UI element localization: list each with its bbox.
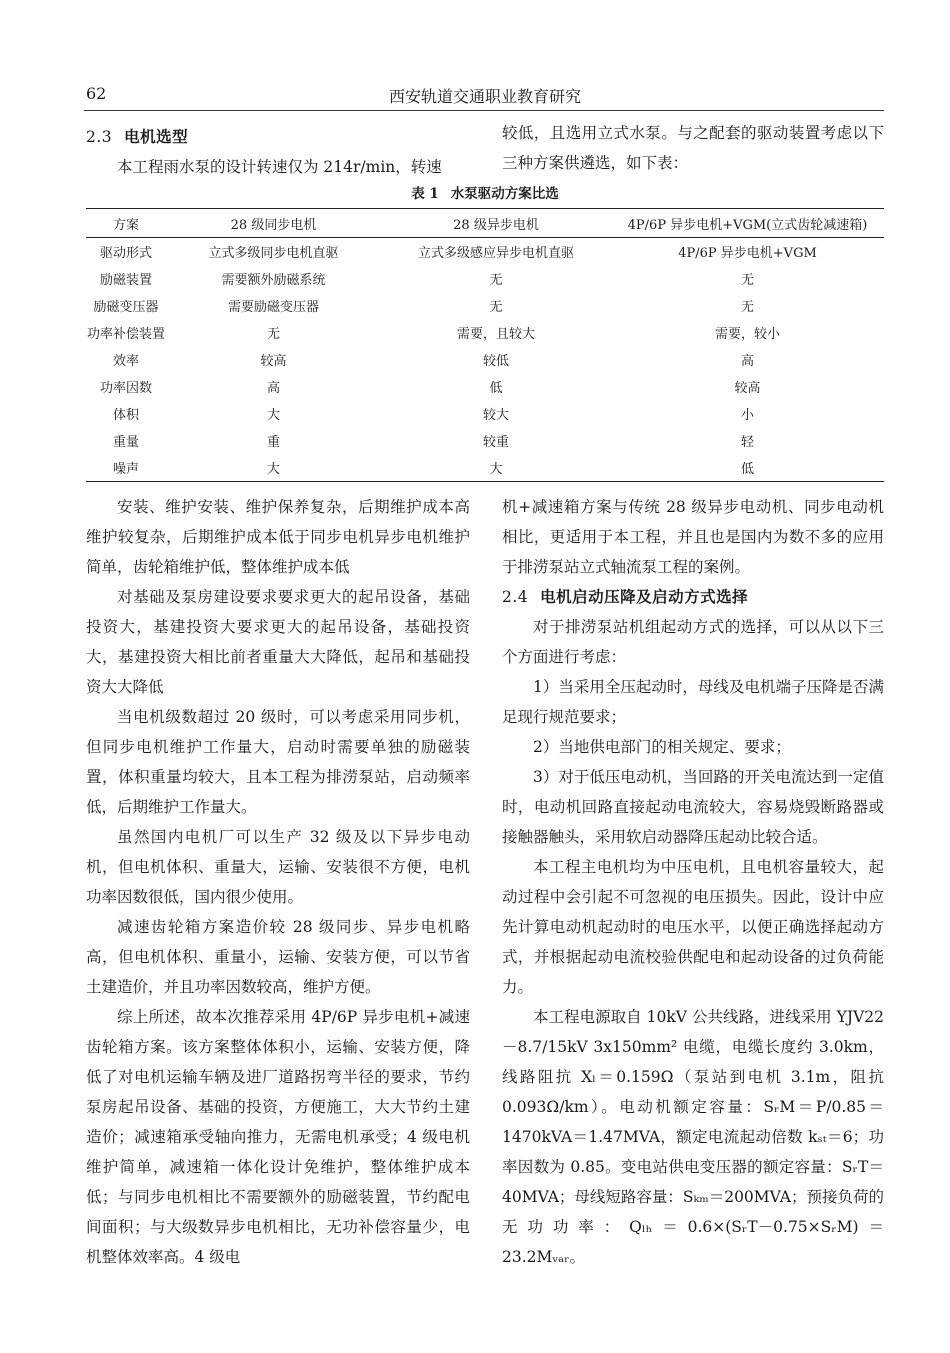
table-cell: 低 <box>611 454 884 482</box>
table-cell: 无 <box>740 300 754 315</box>
running-header <box>86 84 884 110</box>
right-body-column <box>502 492 884 1272</box>
table-row <box>86 454 884 482</box>
top-left-column <box>86 122 470 182</box>
table-header-cell: 4P/6P 异步电机+VGM(立式齿轮减速箱) <box>611 209 884 238</box>
section-number: 2.4 <box>502 588 529 606</box>
list-item: 2）当地供电部门的相关规定、要求； <box>533 738 791 756</box>
table-row <box>86 319 884 346</box>
table-row <box>86 265 884 292</box>
table-cell: 励磁变压器 <box>93 300 159 315</box>
table-header-cell: 28 级异步电机 <box>381 209 611 238</box>
table-cell: 大 <box>381 454 611 482</box>
table-cell: 较大 <box>482 408 509 423</box>
table-cell: 无 <box>266 327 280 342</box>
table-cell: 较低 <box>482 354 509 369</box>
table-cell: 无 <box>489 300 503 315</box>
section-heading-2-4 <box>502 582 884 612</box>
table-cell: 重 <box>266 435 280 450</box>
table-row <box>86 238 884 266</box>
table-cell: 轻 <box>740 435 754 450</box>
table-cell: 体积 <box>112 408 139 423</box>
comparison-table <box>86 208 884 482</box>
paragraph: 本工程主电机均为中压电机，且电机容量较大，起动过程中会引起不可忽视的电压损失。因此，设计中应先计算电动机起动时的电压水平，以便正确选择起动方式，并根据起动电流校验供配电和起动设备的过负荷能力。 <box>502 858 884 996</box>
table-cell: 驱动形式 <box>99 246 152 261</box>
table-cell: 小 <box>740 408 754 423</box>
section-intro-line: 本工程雨水泵的设计转速仅为 214r/min，转速 <box>117 158 442 176</box>
paragraph: 对基础及泵房建设要求要求更大的起吊设备，基础投资大，基建投资大要求更大的起吊设备，基础投资大，基建投资大相比前者重量大大降低，起吊和基础投资大大降低 <box>86 588 470 696</box>
table-cell: 立式多级同步电机直驱 <box>208 246 339 261</box>
list-item: 3）对于低压电动机，当回路的开关电流达到一定值时，电动机回路直接起动电流较大，容易烧毁断路器或接触器触头，采用软启动器降压起动比较合适。 <box>502 768 884 846</box>
table-cell: 需要，较小 <box>714 327 780 342</box>
table-row <box>86 373 884 400</box>
paragraph: 当电机级数超过 20 级时，可以考虑采用同步机，但同步电机维护工作量大，启动时需要单独的励磁装置，体积重量均较大，且本工程为排涝泵站，启动频率低，后期维护工作量大。 <box>86 708 470 816</box>
table-cell: 高 <box>266 381 280 396</box>
paragraph: 安装、维护安装、维护保养复杂，后期维护成本高维护较复杂，后期维护成本低于同步电机异步电机维护简单，齿轮箱维护低，整体维护成本低 <box>86 498 470 576</box>
section-title: 电机启动压降及启动方式选择 <box>540 587 749 606</box>
page-number: 62 <box>86 84 107 103</box>
table-cell: 无 <box>489 273 503 288</box>
table-intro-paragraph: 较低，且选用立式水泵。与之配套的驱动装置考虑以下三种方案供遴选，如下表： <box>502 124 884 172</box>
paragraph: 本工程电源取自 10kV 公共线路，进线采用 YJV22－8.7/15kV 3x150mm² 电缆，电缆长度约 3.0km，线路阻抗 Xₗ＝0.159Ω（泵站到电机 3.1m，阻抗 0.093Ω/km）。电动机额定容量：SᵣM＝P/0.85＝1470kVA＝1.47MVA，额定电流起动倍数 kₛₜ＝6；功率因数为 0.85。变电站供电变压器的额定容量：SᵣT＝40MVA；母线短路容量：Sₖₘ＝200MVA；预接负荷的无功功率：Qₗₕ＝0.6×(SᵣT－0.75×SᵣM)＝23.2Mᵥₐᵣ。 <box>502 1008 884 1266</box>
table-cell: 低 <box>489 381 503 396</box>
table-cell: 较重 <box>482 435 509 450</box>
table-cell: 功率补偿装置 <box>86 327 165 342</box>
table-row <box>86 427 884 454</box>
table-header-cell: 28 级同步电机 <box>166 209 381 238</box>
paragraph: 对于排涝泵站机组起动方式的选择，可以从以下三个方面进行考虑： <box>502 618 884 666</box>
header-rule <box>84 110 884 111</box>
table-cell: 效率 <box>112 354 139 369</box>
table-cell: 大 <box>266 408 280 423</box>
table-label: 表 1 <box>411 186 439 202</box>
journal-title: 西安轨道交通职业教育研究 <box>388 87 581 106</box>
list-item: 1）当采用全压起动时，母线及电机端子压降是否满足现行规范要求； <box>502 678 884 726</box>
table-row <box>86 400 884 427</box>
table-cell: 4P/6P 异步电机+VGM <box>678 246 817 261</box>
table-cell: 需要额外励磁系统 <box>221 273 326 288</box>
top-right-column <box>502 118 884 178</box>
table-row <box>86 346 884 373</box>
table-cell: 噪声 <box>86 454 166 482</box>
paragraph: 虽然国内电机厂可以生产 32 级及以下异步电动机，但电机体积、重量大，运输、安装很不方便，电机功率因数很低，国内很少使用。 <box>86 828 470 906</box>
section-number: 2.3 <box>86 128 113 146</box>
table-header-cell: 方案 <box>86 209 166 238</box>
table-cell: 需要，且较大 <box>456 327 535 342</box>
table-row <box>86 292 884 319</box>
table-cell: 高 <box>740 354 754 369</box>
table-cell: 励磁装置 <box>99 273 152 288</box>
table-cell: 较高 <box>734 381 761 396</box>
section-title: 电机选型 <box>124 127 189 146</box>
table-cell: 重量 <box>112 435 139 450</box>
table-cell: 大 <box>166 454 381 482</box>
continuation-paragraph: 机+减速箱方案与传统 28 级异步电动机、同步电动机相比，更适用于本工程，并且也是国内为数不多的应用于排涝泵站立式轴流泵工程的案例。 <box>502 498 884 576</box>
table-cell: 立式多级感应异步电机直驱 <box>417 246 574 261</box>
left-body-column <box>86 492 470 1272</box>
table-caption <box>86 182 884 202</box>
table-header-row <box>86 209 884 238</box>
section-heading-2-3 <box>86 122 470 152</box>
paragraph: 综上所述，故本次推荐采用 4P/6P 异步电机+减速齿轮箱方案。该方案整体体积小，运输、安装方便，降低了对电机运输车辆及进厂道路拐弯半径的要求，节约泵房起吊设备、基础的投资，方便施工，大大节约土建造价；减速箱承受轴向推力，无需电机承受；4 级电机维护简单，减速箱一体化设计免维护，整体维护成本低；与同步电机相比不需要额外的励磁装置，节约配电间面积；与大级数异步电机相比，无功补偿容量少，电机整体效率高。4 级电 <box>86 1008 470 1266</box>
paragraph: 减速齿轮箱方案造价较 28 级同步、异步电机略高，但电机体积、重量小，运输、安装方便，可以节省土建造价，并且功率因数较高，维护方便。 <box>86 918 470 996</box>
table-cell: 需要励磁变压器 <box>227 300 319 315</box>
table-cell: 较高 <box>260 354 287 369</box>
table-title: 水泵驱动方案比选 <box>450 186 559 202</box>
table-cell: 功率因数 <box>99 381 152 396</box>
table-cell: 无 <box>740 273 754 288</box>
